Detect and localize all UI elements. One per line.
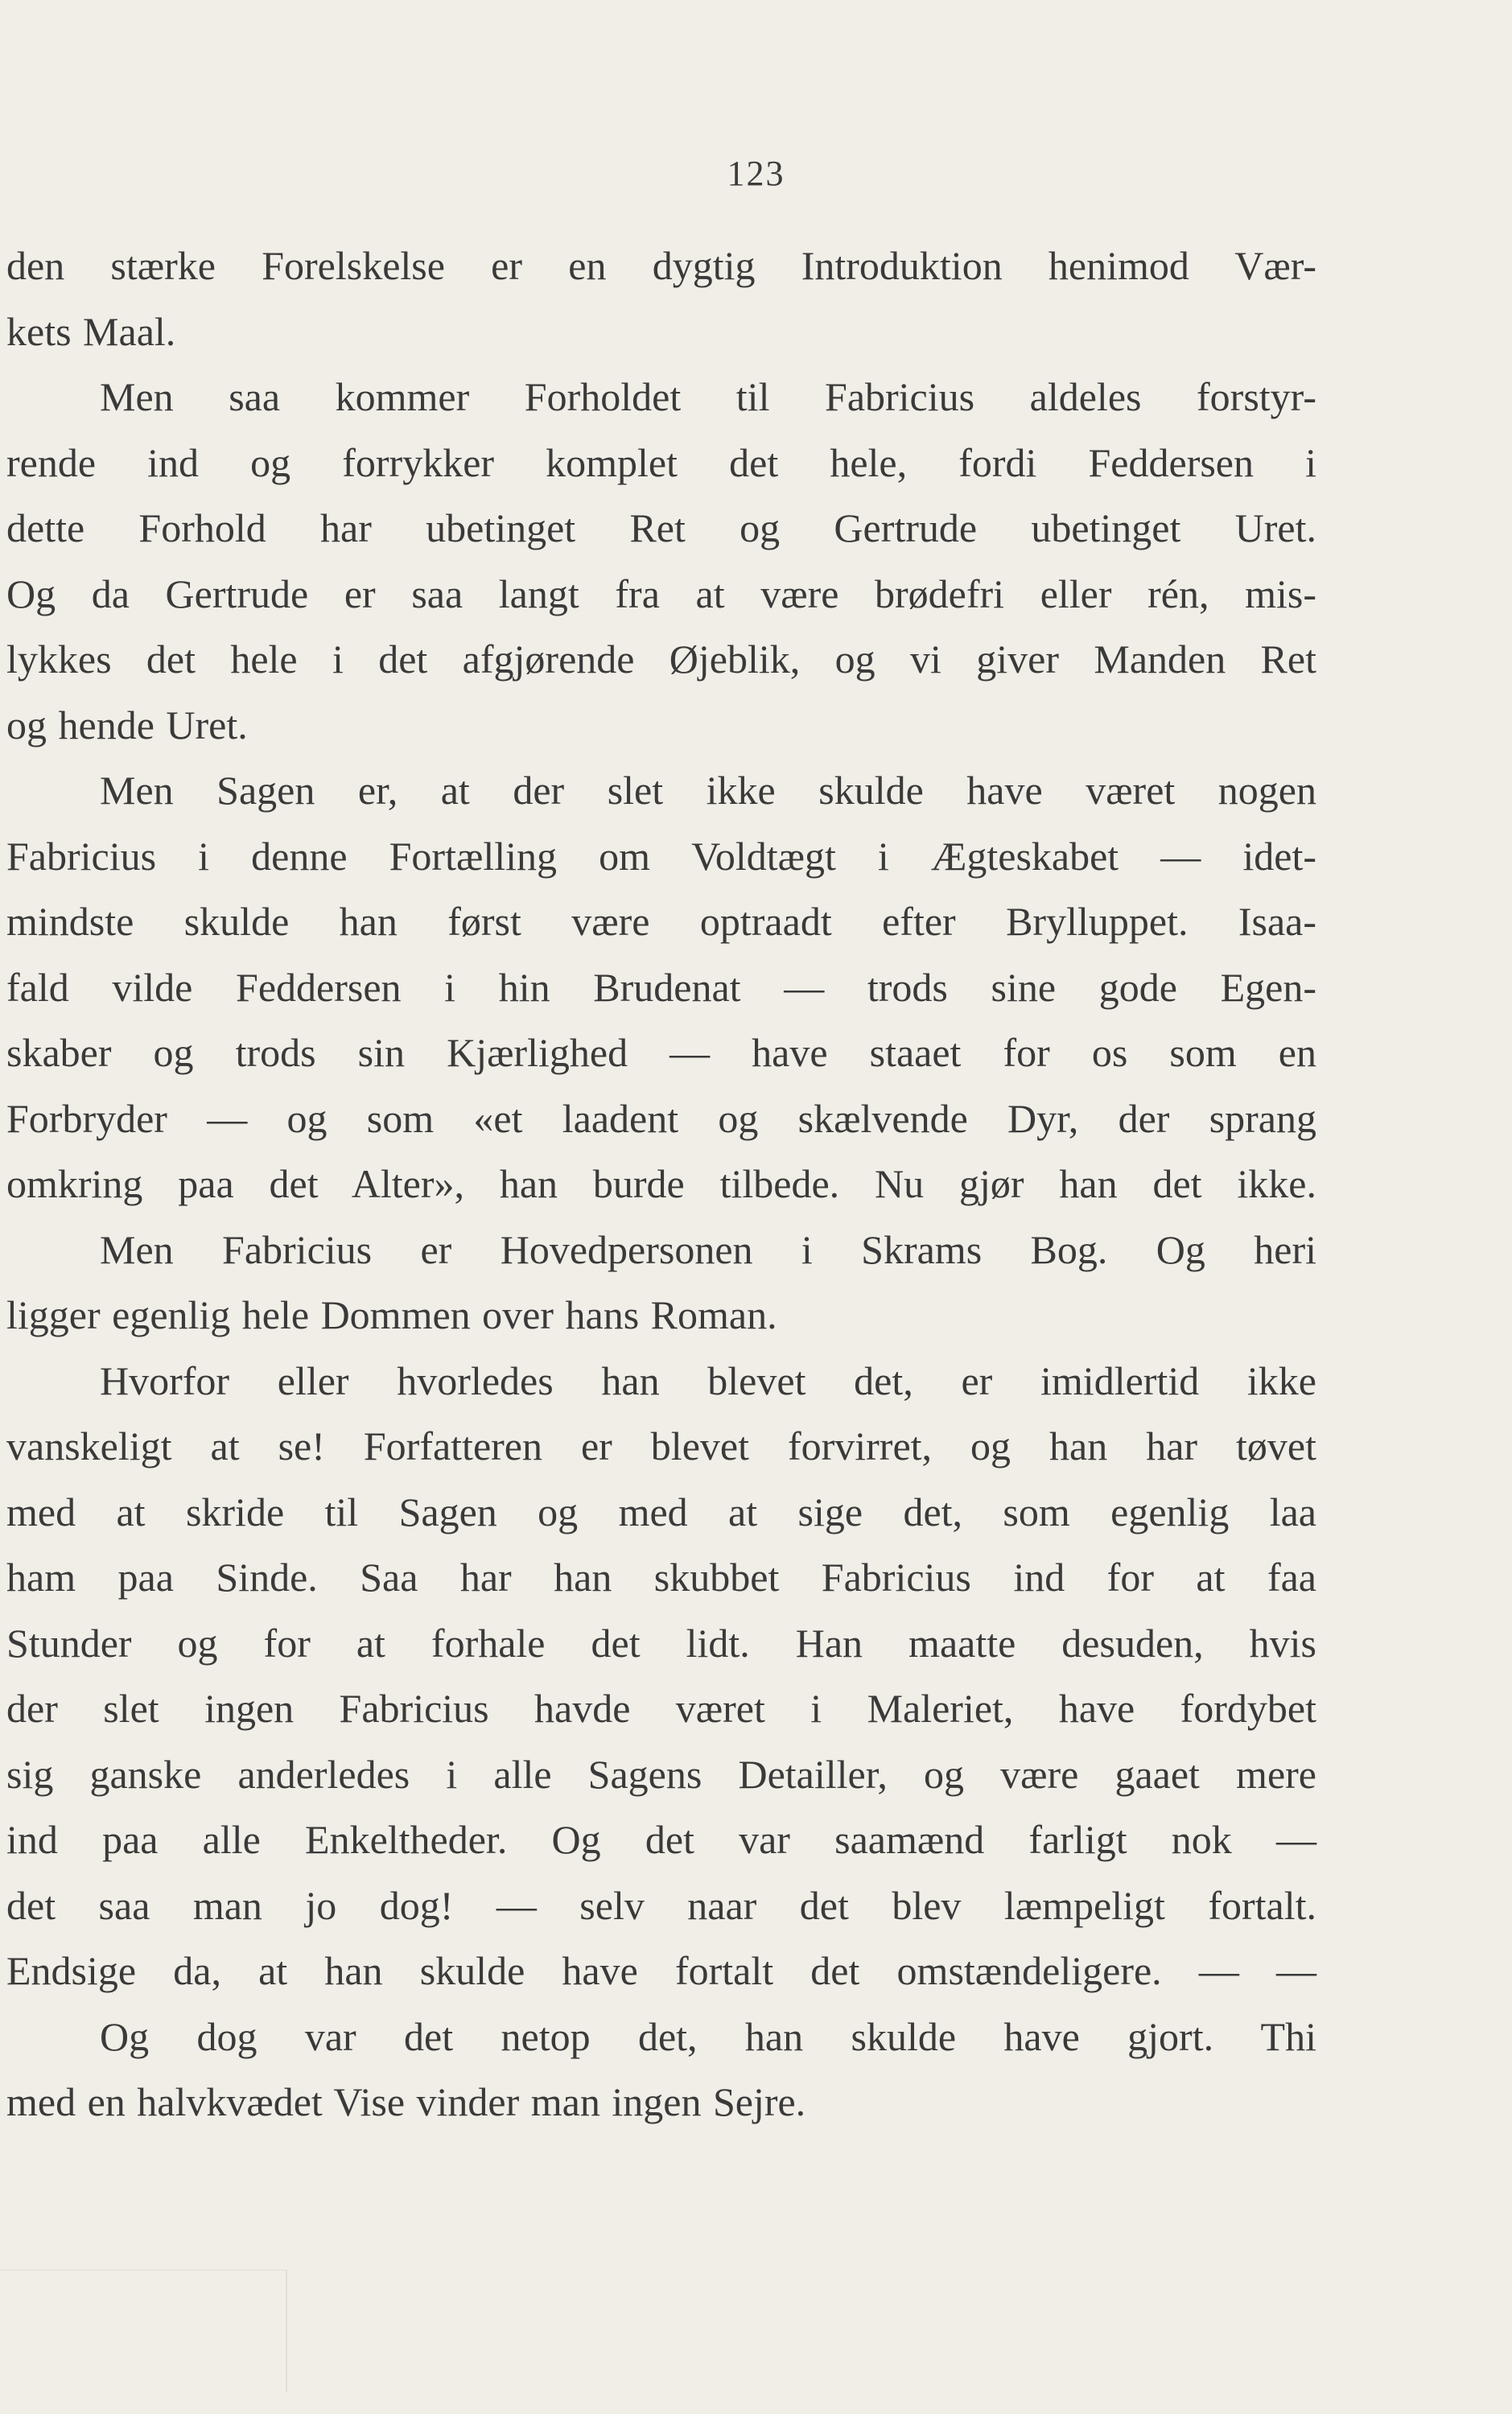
text-line: Men Fabricius er Hovedpersonen i Skrams Bog. Og heri xyxy=(100,1226,1316,1272)
text-line: lykkes det hele i det afgjørende Øjeblik, og vi giver Manden Ret xyxy=(6,636,1316,682)
text-line: Og da Gertrude er saa langt fra at være brødefri eller rén, mis- xyxy=(6,571,1316,616)
text-line: det saa man jo dog! — selv naar det blev læmpeligt fortalt. xyxy=(6,1882,1316,1928)
text-line: med en halvkvædet Vise vinder man ingen Sejre. xyxy=(6,2079,806,2124)
text-line: skaber og trods sin Kjærlighed — have staaet for os som en xyxy=(6,1030,1316,1075)
text-line: Forbryder — og som «et laadent og skælvende Dyr, der sprang xyxy=(6,1095,1316,1141)
text-line: kets Maal. xyxy=(6,308,176,354)
text-line: Stunder og for at forhale det lidt. Han maatte desuden, hvis xyxy=(6,1620,1316,1666)
text-line: Og dog var det netop det, han skulde have gjort. Thi xyxy=(100,2013,1316,2059)
text-line: Endsige da, at han skulde have fortalt det omstændeligere. — — xyxy=(6,1948,1316,1993)
scan-corner-mark xyxy=(0,2269,287,2391)
text-line: Fabricius i denne Fortælling om Voldtægt i Ægteskabet — idet- xyxy=(6,833,1316,879)
text-line: rende ind og forrykker komplet det hele, fordi Feddersen i xyxy=(6,439,1316,485)
text-line: dette Forhold har ubetinget Ret og Gertrude ubetinget Uret. xyxy=(6,505,1316,550)
text-line: sig ganske anderledes i alle Sagens Detailler, og være gaaet mere xyxy=(6,1751,1316,1797)
text-line: fald vilde Feddersen i hin Brudenat — trods sine gode Egen- xyxy=(6,964,1316,1010)
text-line: ind paa alle Enkeltheder. Og det var saamænd farligt nok — xyxy=(6,1817,1316,1862)
text-line: Men saa kommer Forholdet til Fabricius aldeles forstyr- xyxy=(100,374,1316,419)
text-line: Hvorfor eller hvorledes han blevet det, er imidlertid ikke xyxy=(100,1357,1316,1403)
text-line: der slet ingen Fabricius havde været i Maleriet, have fordybet xyxy=(6,1686,1316,1731)
text-line: vanskeligt at se! Forfatteren er blevet forvirret, og han har tøvet xyxy=(6,1423,1316,1469)
text-line: og hende Uret. xyxy=(6,702,248,748)
text-line: omkring paa det Alter», han burde tilbede. Nu gjør han det ikke. xyxy=(6,1161,1316,1206)
text-line: den stærke Forelskelse er en dygtig Introduktion henimod Vær- xyxy=(6,243,1316,288)
text-line: Men Sagen er, at der slet ikke skulde have været nogen xyxy=(100,768,1316,813)
body-text xyxy=(6,233,1316,2136)
text-line: ligger egenlig hele Dommen over hans Roman. xyxy=(6,1292,777,1337)
text-line: mindste skulde han først være optraadt efter Brylluppet. Isaa- xyxy=(6,899,1316,944)
text-line: ham paa Sinde. Saa har han skubbet Fabricius ind for at faa xyxy=(6,1555,1316,1600)
text-line: med at skride til Sagen og med at sige det, som egenlig laa xyxy=(6,1489,1316,1534)
page-number: 123 xyxy=(727,154,785,193)
